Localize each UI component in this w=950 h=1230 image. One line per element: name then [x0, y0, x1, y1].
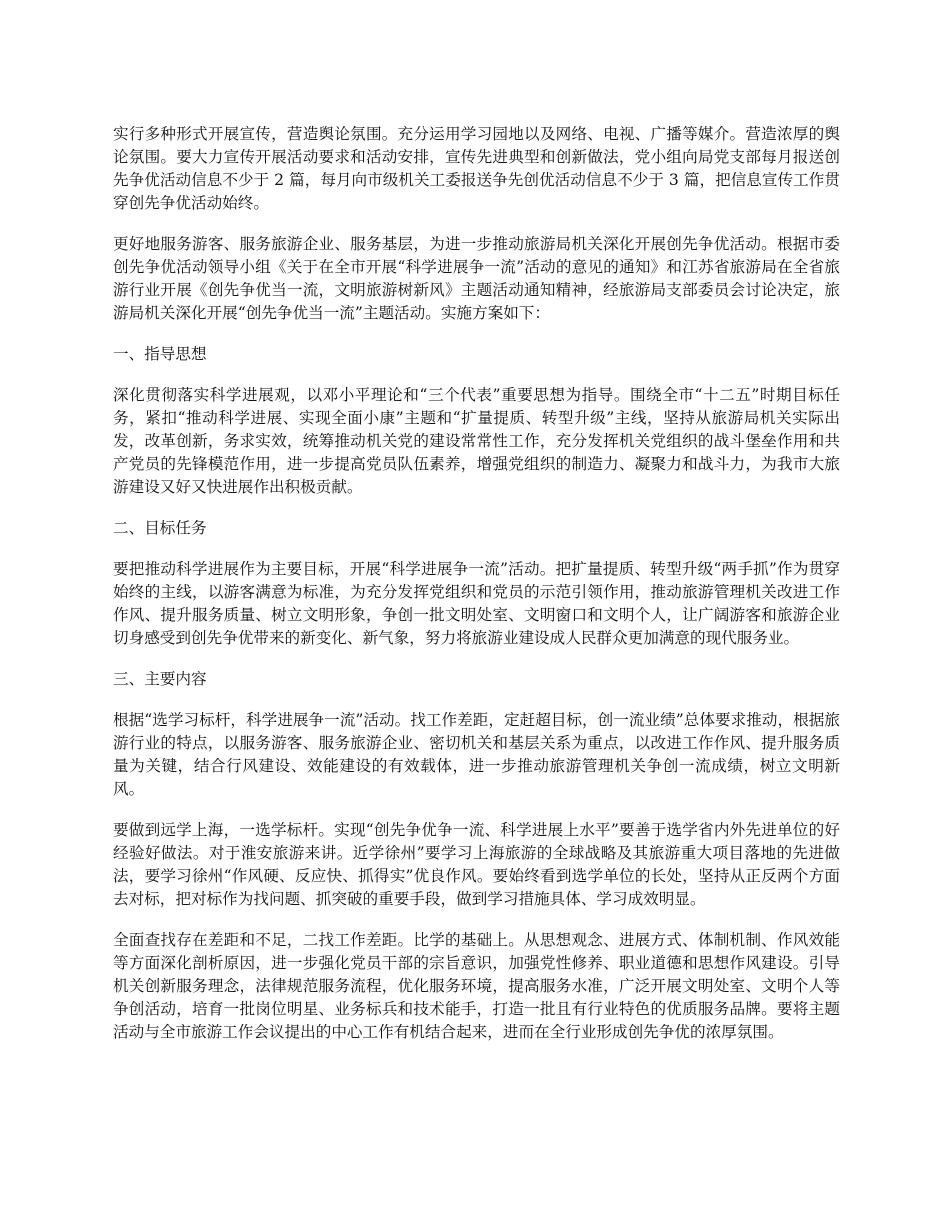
heading-guiding-thought: 一、指导思想 [113, 345, 207, 363]
paragraph-intro: 更好地服务游客、服务旅游企业、服务基层，为进一步推动旅游局机关深化开展创先争优活动。根据市委创先争优活动领导小组《关于在全市开展“科学进展争一流”活动的意见的通知》和江苏省旅游局在全省旅游行业开展《创先争优当一流，文明旅游树新风》主题活动通知精神，经旅游局支部委员会讨论决定，旅游局机关深化开展“创先争优当一流”主题活动。实施方案如下： [113, 235, 840, 322]
paragraph-publicity: 实行多种形式开展宣传，营造舆论氛围。充分运用学习园地以及网络、电视、广播等媒介。营造浓厚的舆论氛围。要大力宣传开展活动要求和活动安排，宣传先进典型和创新做法，党小组向局党支部每月报送创先争优活动信息不少于 2 篇，每月向市级机关工委报送争先创优活动信息不少于 3 篇，把信息宣传工作贯穿创先争优活动始终。 [113, 125, 840, 212]
heading-goals: 二、目标任务 [113, 519, 207, 537]
paragraph-benchmark: 要做到远学上海，一选学标杆。实现“创先争优争一流、科学进展上水平”要善于选学省内外先进单位的好经验好做法。对于淮安旅游来讲。近学徐州”要学习上海旅游的全球战略及其旅游重大项目落地的先进做法，要学习徐州“作风硬、反应快、抓得实”优良作风。要始终看到选学单位的长处，坚持从正反两个方面去对标，把对标作为找问题、抓突破的重要手段，做到学习措施具体、学习成效明显。 [113, 821, 840, 908]
paragraph-goals: 要把推动科学进展作为主要目标，开展“科学进展争一流”活动。把扩量提质、转型升级“两手抓”作为贯穿始终的主线，以游客满意为标准，为充分发挥党组织和党员的示范引领作用，推动旅游管理机关改进工作作风、提升服务质量、树立文明形象，争创一批文明处室、文明窗口和文明个人，让广阔游客和旅游企业切身感受到创先争优带来的新变化、新气象，努力将旅游业建设成人民群众更加满意的现代服务业。 [113, 560, 840, 647]
paragraph-guiding-thought: 深化贯彻落实科学进展观，以邓小平理论和“三个代表”重要思想为指导。围绕全市“十二五”时期目标任务，紧扣“推动科学进展、实现全面小康”主题和“扩量提质、转型升级”主线，坚持从旅游局机关实际出发，改革创新，务求实效，统筹推动机关党的建设常常性工作，充分发挥机关党组织的战斗堡垒作用和共产党员的先锋模范作用，进一步提高党员队伍素养，增强党组织的制造力、凝聚力和战斗力，为我市大旅游建设又好又快进展作出积极贡献。 [113, 386, 840, 496]
heading-main-content: 三、主要内容 [113, 670, 207, 688]
paragraph-gaps: 全面查找存在差距和不足，二找工作差距。比学的基础上。从思想观念、进展方式、体制机制、作风效能等方面深化剖析原因，进一步强化党员干部的宗旨意识，加强党性修养、职业道德和思想作风建设。引导机关创新服务理念，法律规范服务流程，优化服务环境，提高服务水准，广泛开展文明处室、文明个人等争创活动，培育一批岗位明星、业务标兵和技术能手，打造一批且有行业特色的优质服务品牌。要将主题活动与全市旅游工作会议提出的中心工作有机结合起来，进而在全行业形成创先争优的浓厚氛围。 [113, 931, 840, 1041]
paragraph-main-content: 根据“选学习标杆，科学进展争一流”活动。找工作差距，定赶超目标，创一流业绩”总体要求推动，根据旅游行业的特点，以服务游客、服务旅游企业、密切机关和基层关系为重点，以改进工作作风、提升服务质量为关键，结合行风建设、效能建设的有效载体，进一步推动旅游管理机关争创一流成绩，树立文明新风。 [113, 711, 840, 798]
